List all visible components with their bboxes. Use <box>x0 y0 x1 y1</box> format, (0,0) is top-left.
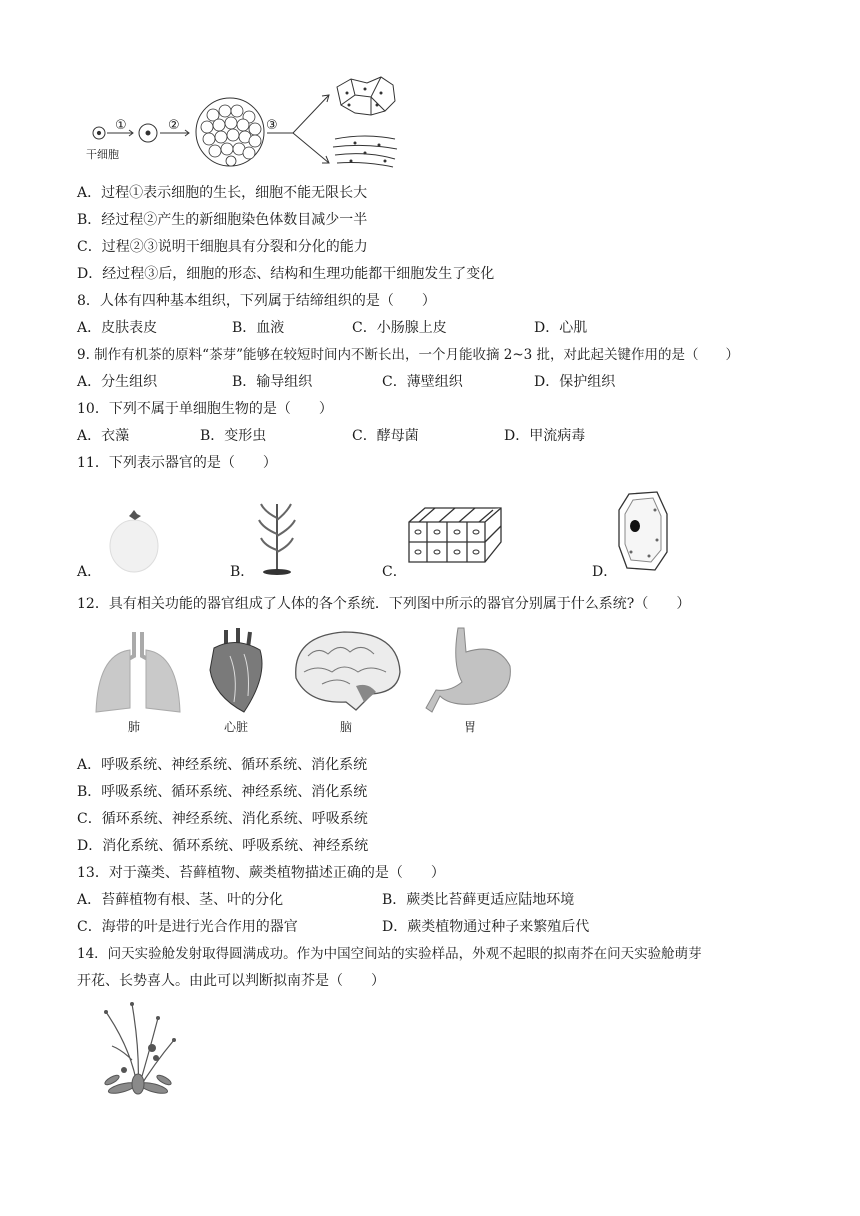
q9-option-c: C．薄壁组织 <box>382 374 463 390</box>
q11-stem: 11．下列表示器官的是（ ） <box>77 455 277 471</box>
q10-option-c: C．酵母菌 <box>352 428 419 444</box>
caption-heart: 心脏 <box>224 720 249 734</box>
q11-label-a: A． <box>77 564 102 580</box>
stem-cell-diagram <box>85 75 405 170</box>
q13-option-d: D．蕨类植物通过种子来繁殖后代 <box>382 919 590 935</box>
q10-option-d: D．甲流病毒 <box>504 428 586 444</box>
tissue-cells-image <box>405 500 505 572</box>
q12-option-c: C．循环系统、神经系统、消化系统、呼吸系统 <box>77 811 368 827</box>
plant-seedling-image <box>255 498 299 576</box>
q10-option-a: A．衣藻 <box>77 428 130 444</box>
lungs-image <box>92 628 184 716</box>
q14-stem-line1: 14．问天实验舱发射取得圆满成功。作为中国空间站的实验样品，外观不起眼的拟南芥在问天实验舱萌芽 <box>77 946 702 962</box>
q8-option-c: C．小肠腺上皮 <box>352 320 447 336</box>
heart-image <box>204 626 270 716</box>
q9-stem: 9. 制作有机茶的原料“茶芽”能够在较短时间内不断长出，一个月能收摘 2~3 批，对此起关键作用的是（ ） <box>77 347 740 363</box>
step-label-2: ② <box>168 118 180 133</box>
q8-option-d: D．心肌 <box>534 320 588 336</box>
q10-option-b: B．变形虫 <box>200 428 267 444</box>
brain-image <box>288 626 404 716</box>
q13-stem: 13．对于藻类、苔藓植物、蕨类植物描述正确的是（ ） <box>77 865 445 881</box>
q11-label-b: B． <box>230 564 255 580</box>
q7-option-d: D．经过程③后，细胞的形态、结构和生理功能都干细胞发生了变化 <box>77 266 495 282</box>
q12-option-b: B．呼吸系统、循环系统、神经系统、消化系统 <box>77 784 368 800</box>
q9-option-b: B．输导组织 <box>232 374 313 390</box>
q13-option-c: C．海带的叶是进行光合作用的器官 <box>77 919 298 935</box>
q13-option-b: B．蕨类比苔藓更适应陆地环境 <box>382 892 575 908</box>
stomach-image <box>424 626 516 716</box>
q12-stem: 12．具有相关功能的器官组成了人体的各个系统．下列图中所示的器官分别属于什么系统?（ ） <box>77 596 691 612</box>
q8-stem: 8．人体有四种基本组织，下列属于结缔组织的是（ ） <box>77 293 436 309</box>
q12-option-a: A．呼吸系统、神经系统、循环系统、消化系统 <box>77 757 368 773</box>
q7-option-c: C．过程②③说明干细胞具有分裂和分化的能力 <box>77 239 368 255</box>
caption-stomach: 胃 <box>464 720 477 734</box>
caption-lung: 肺 <box>128 720 141 734</box>
q10-stem: 10．下列不属于单细胞生物的是（ ） <box>77 401 333 417</box>
q7-option-b: B．经过程②产生的新细胞染色体数目减少一半 <box>77 212 368 228</box>
q13-option-a: A．苔藓植物有根、茎、叶的分化 <box>77 892 284 908</box>
q7-option-a: A．过程①表示细胞的生长，细胞不能无限长大 <box>77 185 368 201</box>
q14-stem-line2: 开花、长势喜人。由此可以判断拟南芥是（ ） <box>77 973 385 989</box>
arabidopsis-plant-image <box>92 1000 184 1098</box>
step-label-1: ① <box>115 118 127 133</box>
step-label-3: ③ <box>266 118 278 133</box>
q12-option-d: D．消化系统、循环系统、呼吸系统、神经系统 <box>77 838 369 854</box>
caption-brain: 脑 <box>340 720 353 734</box>
q11-label-c: C． <box>382 564 407 580</box>
q8-option-b: B．血液 <box>232 320 285 336</box>
q9-option-a: A．分生组织 <box>77 374 158 390</box>
fruit-image <box>105 508 163 574</box>
q8-option-a: A．皮肤表皮 <box>77 320 158 336</box>
single-cell-image <box>615 490 671 572</box>
q9-option-d: D．保护组织 <box>534 374 616 390</box>
q11-label-d: D． <box>592 564 618 580</box>
stem-cell-label: 干细胞 <box>86 148 119 161</box>
